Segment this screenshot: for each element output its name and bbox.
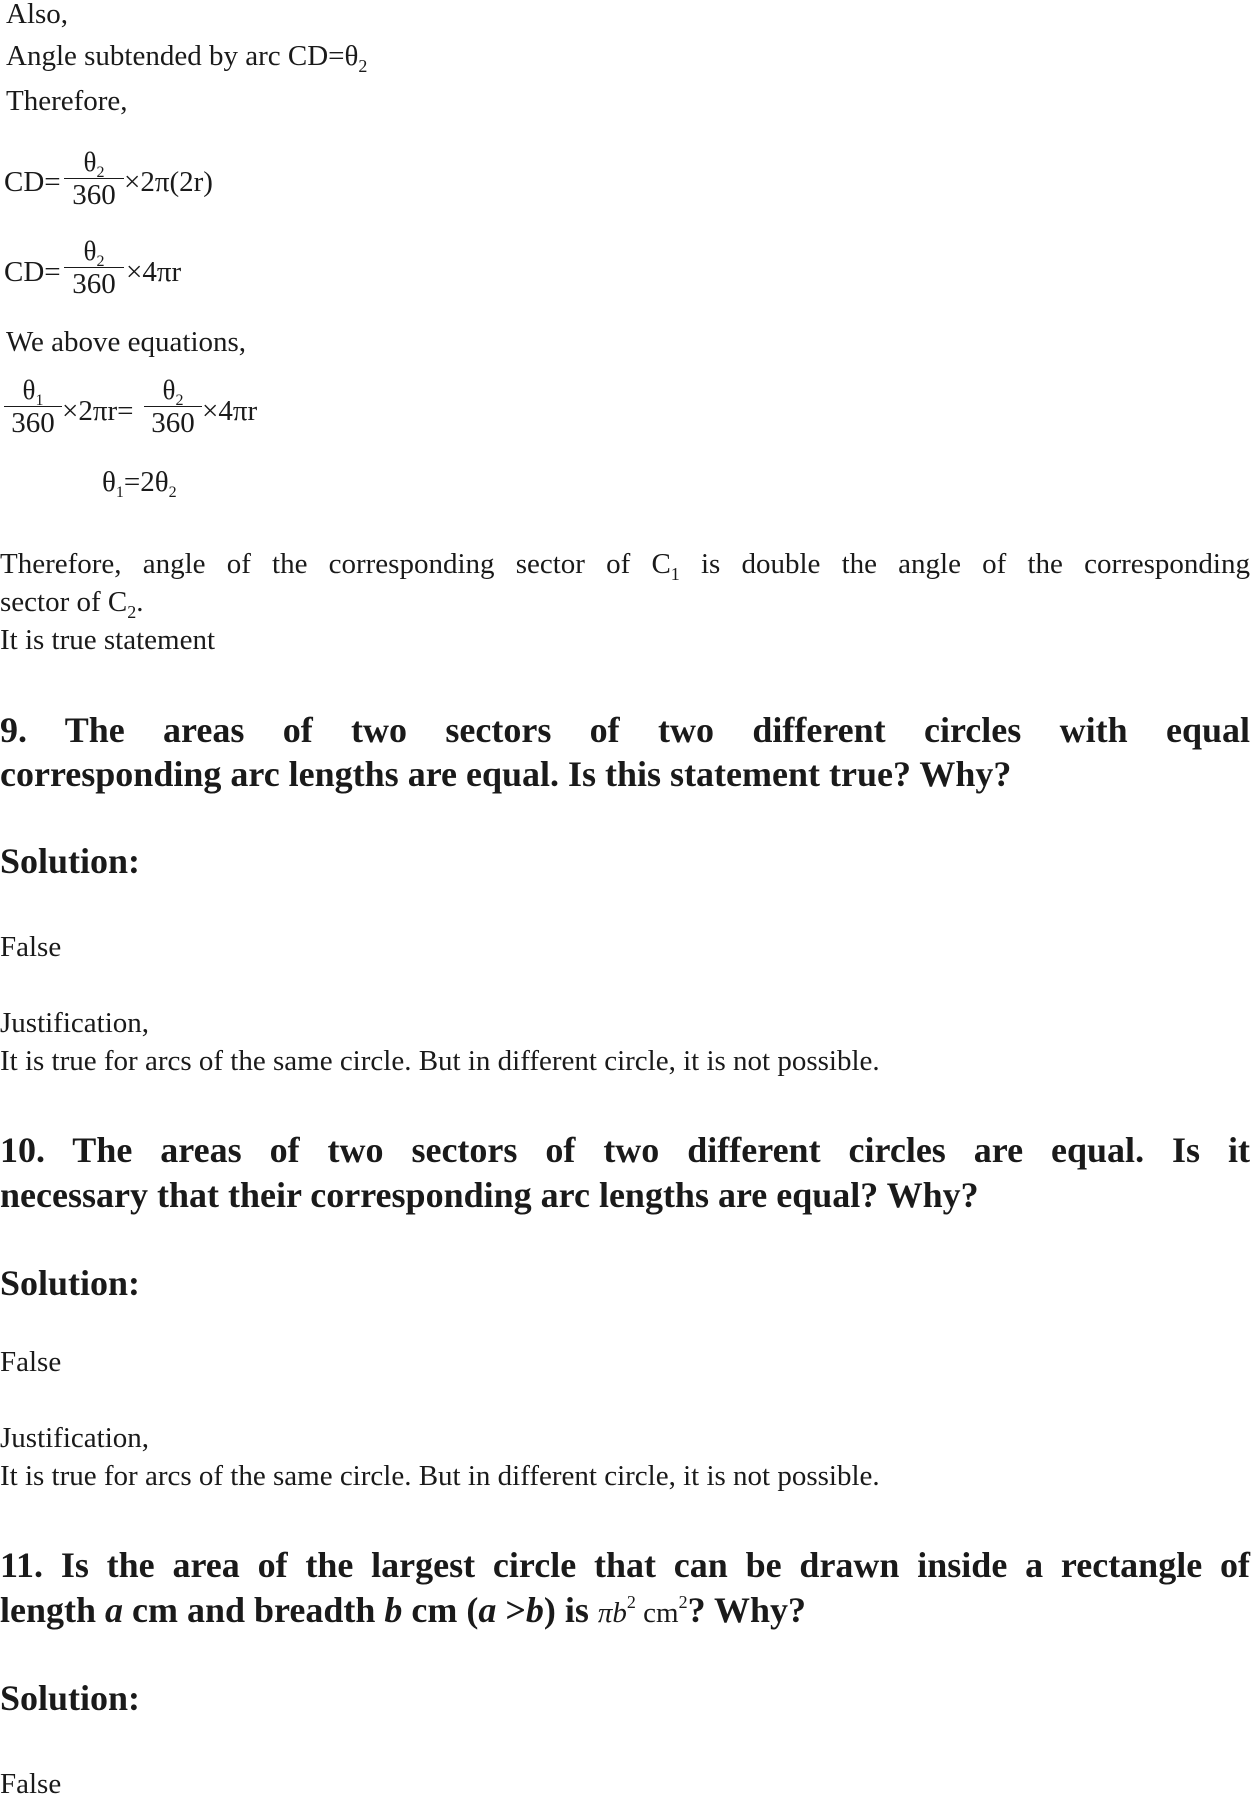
eq-mid: ×2πr= <box>62 395 134 427</box>
text-true-statement: It is true statement <box>0 624 216 656</box>
eq-denominator-1: 360 <box>11 407 55 439</box>
cd2-num-theta: θ <box>83 236 97 266</box>
q9-answer: False <box>0 931 62 963</box>
q11-l2-f: ? Why? <box>687 1590 806 1630</box>
text-therefore-1: Therefore, <box>6 85 128 117</box>
q11-question-line-2 <box>0 1592 806 1628</box>
eq-num1-theta: θ <box>22 375 36 405</box>
q11-l2-d: > <box>496 1590 526 1630</box>
eq-numerator-1 <box>4 375 62 409</box>
q11-question-line-1: 11. Is the area of the largest circle that can be drawn inside a rectangle of <box>0 1545 1250 1585</box>
q11-answer: False <box>0 1768 62 1800</box>
cd2-lhs: CD= <box>4 256 61 288</box>
conclusion-1a: Therefore, angle of the corresponding sector of C <box>0 548 671 580</box>
cd2-rhs: ×4πr <box>126 256 182 288</box>
conclusion-line-1 <box>0 548 1250 584</box>
eq-fraction-2 <box>144 377 202 438</box>
q11-solution-label: Solution: <box>0 1678 141 1718</box>
text-also: Also, <box>6 0 69 30</box>
cd1-num-sub: 2 <box>96 164 105 181</box>
theta-result-sub1: 1 <box>115 484 124 501</box>
q11-l2-b: cm and breadth <box>123 1590 385 1630</box>
conclusion-2a: sector of C <box>0 586 128 618</box>
eq-numerator-2 <box>144 375 202 409</box>
cd1-fraction <box>64 149 124 210</box>
cd1-lhs: CD= <box>4 166 61 198</box>
q11-l2-a: length <box>0 1590 106 1630</box>
q9-question-line-1: 9. The areas of two sectors of two different circles with equal <box>0 710 1250 750</box>
eq-denominator-2: 360 <box>151 407 195 439</box>
angle-cd-sub: 2 <box>358 56 368 76</box>
conclusion-2-sub: 2 <box>127 602 137 622</box>
theta-result-b: =2θ <box>123 466 169 498</box>
q9-question-line-2: corresponding arc lengths are equal. Is this statement true? Why? <box>0 754 1012 794</box>
eq-num1-sub: 1 <box>35 392 44 409</box>
eq-num2-theta: θ <box>162 375 176 405</box>
conclusion-1b: is double the angle of the corresponding <box>679 548 1250 580</box>
q10-solution-label: Solution: <box>0 1263 141 1303</box>
q11-sup2: 2 <box>678 1592 688 1612</box>
q10-justification-label: Justification, <box>0 1422 150 1454</box>
q11-l2-e: ) is <box>543 1590 598 1630</box>
text-we-above: We above equations, <box>6 326 247 358</box>
q11-var-a2: a <box>478 1590 497 1630</box>
cd2-fraction <box>64 238 124 299</box>
cd2-num-sub: 2 <box>96 253 105 270</box>
conclusion-1-sub: 1 <box>670 564 680 584</box>
theta-result-sub2: 2 <box>168 484 177 501</box>
q9-justification-label: Justification, <box>0 1007 150 1039</box>
angle-cd-text: Angle subtended by arc CD=θ <box>6 40 359 72</box>
q11-var-b: b <box>384 1590 403 1630</box>
q10-answer: False <box>0 1346 62 1378</box>
cd1-num-theta: θ <box>83 147 97 177</box>
q10-question-line-2: necessary that their corresponding arc lengths are equal? Why? <box>0 1175 979 1215</box>
q11-cm: cm <box>635 1597 679 1629</box>
cd1-rhs: ×2π(2r) <box>124 166 213 198</box>
theta-result-a: θ <box>102 466 116 498</box>
cd2-denominator: 360 <box>72 268 116 300</box>
q11-sup1: 2 <box>626 1592 636 1612</box>
cd2-numerator <box>64 236 124 270</box>
eq-fraction-1 <box>4 377 62 438</box>
q11-l2-c: cm ( <box>402 1590 479 1630</box>
cd1-numerator <box>64 147 124 181</box>
q11-var-a: a <box>105 1590 124 1630</box>
conclusion-line-2 <box>0 586 144 622</box>
eq-num2-sub: 2 <box>175 392 184 409</box>
eq-rhs: ×4πr <box>202 395 258 427</box>
q9-justification-text: It is true for arcs of the same circle. But in different circle, it is not possible. <box>0 1045 880 1077</box>
text-angle-cd <box>6 40 368 76</box>
q10-question-line-1: 10. The areas of two sectors of two different circles are equal. Is it <box>0 1130 1250 1170</box>
cd1-denominator: 360 <box>72 179 116 211</box>
q10-justification-text: It is true for arcs of the same circle. But in different circle, it is not possible. <box>0 1460 880 1492</box>
conclusion-2b: . <box>136 586 144 618</box>
theta-result <box>102 466 177 501</box>
q11-pi-b: πb <box>597 1597 627 1629</box>
q11-var-b2: b <box>525 1590 544 1630</box>
q9-solution-label: Solution: <box>0 841 141 881</box>
